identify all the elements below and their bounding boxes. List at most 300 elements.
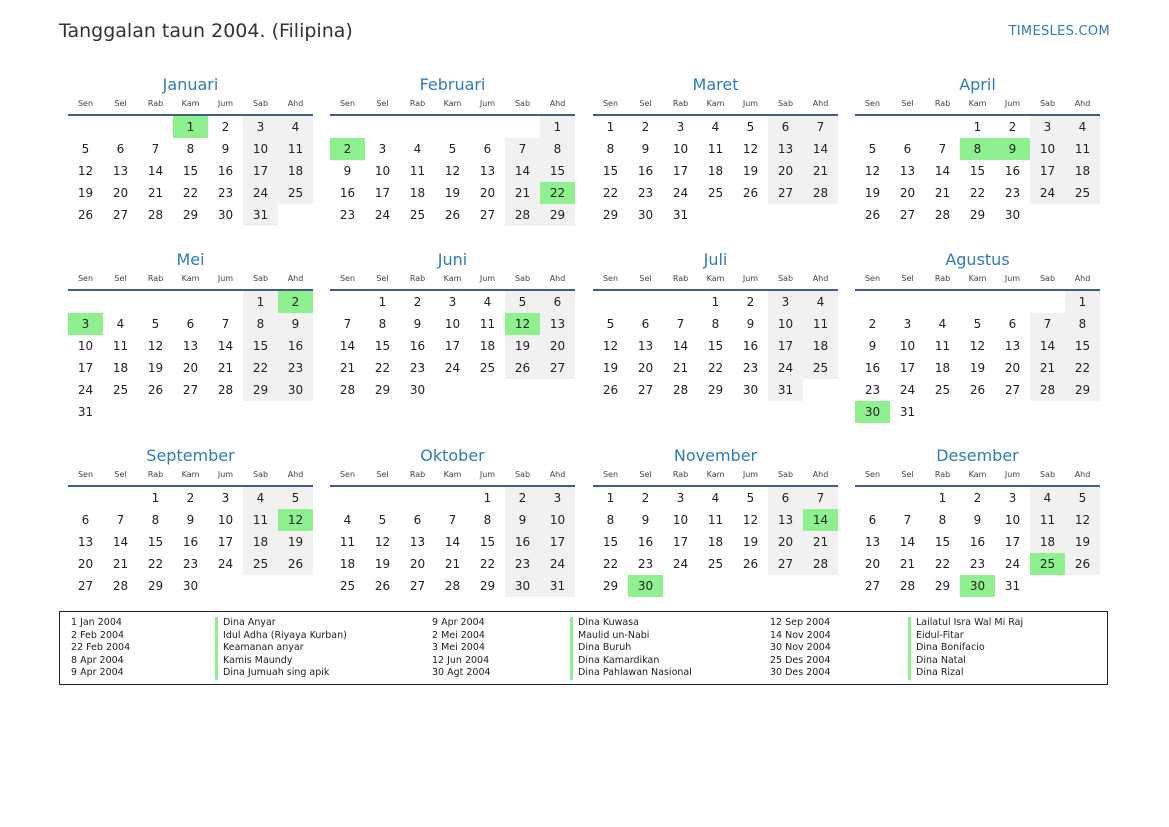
holiday-dates-col-2 (432, 617, 491, 680)
day-cell: 24 (374, 208, 391, 222)
day-cell: 7 (221, 317, 230, 331)
empty-day-cell (890, 487, 925, 509)
day-cell: 12 (1065, 509, 1100, 531)
day-cell: 5 (278, 487, 313, 509)
day-cell: 29 (182, 208, 199, 222)
day-cell: 3 (768, 291, 803, 313)
day-cell: 27 (182, 383, 199, 397)
day-cell: 14 (147, 164, 164, 178)
empty-day-cell (925, 291, 960, 313)
weekday-header: Ahd (287, 274, 304, 283)
empty-day-cell (330, 116, 365, 138)
weekday-header: Sel (639, 99, 652, 108)
weekday-header: Kam (443, 470, 462, 479)
holiday-date: 12 Sep 2004 (770, 617, 831, 628)
weekday-header: Rab (409, 470, 426, 479)
day-cell: 18 (112, 361, 129, 375)
day-cell: 7 (803, 487, 838, 509)
day-cell: 1 (540, 116, 575, 138)
day-cell: 13 (112, 164, 129, 178)
month-days-grid (330, 271, 575, 401)
weekday-header: Sen (339, 274, 356, 283)
day-cell: 19 (742, 164, 759, 178)
day-cell: 17 (444, 339, 461, 353)
day-cell: 7 (1030, 313, 1065, 335)
holiday-date: 12 Jun 2004 (432, 654, 490, 666)
day-cell: 22 (602, 186, 619, 200)
weekday-header: Sab (777, 274, 794, 283)
holiday-day-cell: 1 (173, 116, 208, 138)
day-cell: 26 (505, 357, 540, 379)
day-cell: 27 (768, 182, 803, 204)
day-cell: 10 (899, 339, 916, 353)
weekday-header: Jum (1004, 99, 1021, 108)
day-cell: 7 (505, 138, 540, 160)
holiday-list (59, 611, 1108, 685)
day-cell: 27 (899, 208, 916, 222)
month-days-grid (68, 467, 313, 597)
day-cell: 10 (243, 138, 278, 160)
holiday-names-col-2 (570, 617, 692, 680)
empty-day-cell (103, 487, 138, 509)
day-cell: 1 (606, 120, 615, 134)
day-cell: 8 (483, 513, 492, 527)
day-cell: 12 (374, 535, 391, 549)
empty-day-cell (435, 487, 470, 509)
day-cell: 6 (413, 513, 422, 527)
brand-link[interactable]: TIMESLES.COM (1008, 24, 1110, 39)
day-cell: 31 (768, 379, 803, 401)
day-cell: 23 (409, 361, 426, 375)
day-cell: 10 (217, 513, 234, 527)
month-desember (855, 445, 1100, 597)
day-cell: 6 (483, 142, 492, 156)
day-cell: 12 (864, 164, 881, 178)
day-cell: 21 (147, 186, 164, 200)
holiday-day-cell: 12 (278, 509, 313, 531)
day-cell: 31 (1004, 579, 1021, 593)
day-cell: 8 (378, 317, 387, 331)
month-name: Desember (936, 446, 1019, 465)
holiday-date: 2 Feb 2004 (71, 629, 125, 641)
day-cell: 9 (746, 317, 755, 331)
holiday-name: Dina Jumuah sing apik (223, 667, 330, 679)
day-cell: 6 (81, 513, 90, 527)
empty-day-cell (628, 291, 663, 313)
day-cell: 31 (77, 405, 94, 419)
day-cell: 15 (602, 535, 619, 549)
day-cell: 3 (378, 142, 387, 156)
weekday-header: Jum (479, 99, 496, 108)
day-cell: 15 (147, 535, 164, 549)
day-cell: 7 (676, 317, 685, 331)
month-days-grid (855, 467, 1100, 597)
day-cell: 13 (540, 313, 575, 335)
day-cell: 18 (409, 186, 426, 200)
day-cell: 21 (339, 361, 356, 375)
weekday-header: Sab (1039, 274, 1056, 283)
weekday-header: Rab (409, 99, 426, 108)
day-cell: 5 (746, 491, 755, 505)
day-cell: 28 (112, 579, 129, 593)
day-cell: 26 (864, 208, 881, 222)
day-cell: 16 (864, 361, 881, 375)
day-cell: 11 (409, 164, 426, 178)
holiday-day-cell: 2 (278, 291, 313, 313)
day-cell: 7 (938, 142, 947, 156)
day-cell: 19 (278, 531, 313, 553)
day-cell: 17 (77, 361, 94, 375)
holiday-day-cell: 30 (855, 401, 890, 423)
holiday-date: 9 Apr 2004 (71, 667, 124, 679)
day-cell: 22 (934, 557, 951, 571)
weekday-header: Ahd (1074, 470, 1091, 479)
day-cell: 10 (77, 339, 94, 353)
day-cell: 12 (742, 142, 759, 156)
empty-day-cell (400, 116, 435, 138)
day-cell: 22 (479, 557, 496, 571)
weekday-header: Sab (1039, 99, 1056, 108)
day-cell: 1 (711, 295, 720, 309)
day-cell: 29 (147, 579, 164, 593)
holiday-name: Eidul-Fitar (916, 629, 964, 641)
day-cell: 15 (374, 339, 391, 353)
month-januari (68, 74, 313, 226)
day-cell: 1 (1065, 291, 1100, 313)
day-cell: 25 (409, 208, 426, 222)
weekday-header: Rab (672, 274, 689, 283)
day-cell: 26 (147, 383, 164, 397)
day-cell: 7 (116, 513, 125, 527)
day-cell: 12 (77, 164, 94, 178)
month-days-grid (855, 271, 1100, 423)
day-cell: 19 (444, 186, 461, 200)
day-cell: 27 (77, 579, 94, 593)
day-cell: 10 (540, 509, 575, 531)
weekday-header: Sen (602, 470, 619, 479)
holiday-name: Lailatul Isra Wal Mi Raj (916, 617, 1024, 628)
day-cell: 28 (672, 383, 689, 397)
day-cell: 6 (186, 317, 195, 331)
holiday-name: Dina Rizal (916, 667, 964, 679)
weekday-header: Sel (376, 470, 389, 479)
day-cell: 25 (243, 553, 278, 575)
day-cell: 21 (112, 557, 129, 571)
day-cell: 1 (606, 491, 615, 505)
day-cell: 17 (540, 531, 575, 553)
empty-day-cell (173, 291, 208, 313)
holiday-name: Dina Pahlawan Nasional (578, 667, 692, 679)
day-cell: 18 (803, 335, 838, 357)
holiday-day-cell: 22 (540, 182, 575, 204)
empty-day-cell (855, 291, 890, 313)
holiday-date: 22 Feb 2004 (71, 642, 131, 654)
day-cell: 5 (746, 120, 755, 134)
empty-day-cell (330, 487, 365, 509)
weekday-header: Sel (376, 274, 389, 283)
day-cell: 24 (217, 557, 234, 571)
weekday-header: Ahd (287, 470, 304, 479)
day-cell: 11 (278, 138, 313, 160)
day-cell: 16 (278, 335, 313, 357)
holiday-day-cell: 30 (960, 575, 995, 597)
month-days-grid (593, 96, 838, 226)
empty-day-cell (890, 116, 925, 138)
month-mei (68, 249, 313, 423)
day-cell: 6 (768, 487, 803, 509)
day-cell: 5 (378, 513, 387, 527)
day-cell: 4 (278, 116, 313, 138)
day-cell: 27 (637, 383, 654, 397)
holiday-day-cell: 30 (628, 575, 663, 597)
holiday-name: Dina Natal (916, 654, 966, 666)
day-cell: 15 (182, 164, 199, 178)
empty-day-cell (505, 116, 540, 138)
day-cell: 20 (182, 361, 199, 375)
empty-day-cell (68, 487, 103, 509)
day-cell: 16 (217, 164, 234, 178)
empty-day-cell (855, 116, 890, 138)
month-name: Januari (162, 75, 219, 94)
month-februari (330, 74, 575, 226)
day-cell: 18 (243, 531, 278, 553)
day-cell: 21 (444, 557, 461, 571)
day-cell: 15 (602, 164, 619, 178)
day-cell: 27 (1004, 383, 1021, 397)
weekday-header: Rab (934, 99, 951, 108)
day-cell: 12 (147, 339, 164, 353)
day-cell: 6 (116, 142, 125, 156)
day-cell: 23 (1004, 186, 1021, 200)
day-cell: 13 (1004, 339, 1021, 353)
weekday-header: Sel (901, 99, 914, 108)
day-cell: 11 (339, 535, 356, 549)
day-cell: 31 (540, 575, 575, 597)
day-cell: 16 (1004, 164, 1021, 178)
day-cell: 17 (243, 160, 278, 182)
day-cell: 18 (1065, 160, 1100, 182)
day-cell: 8 (540, 138, 575, 160)
day-cell: 4 (711, 120, 720, 134)
day-cell: 5 (868, 142, 877, 156)
holiday-day-cell: 25 (1030, 553, 1065, 575)
day-cell: 13 (479, 164, 496, 178)
empty-day-cell (995, 291, 1030, 313)
day-cell: 31 (899, 405, 916, 419)
day-cell: 23 (637, 557, 654, 571)
day-cell: 2 (641, 491, 650, 505)
weekday-header: Sab (777, 470, 794, 479)
holiday-dates-col-1 (71, 617, 130, 680)
day-cell: 2 (505, 487, 540, 509)
day-cell: 24 (1030, 182, 1065, 204)
day-cell: 8 (186, 142, 195, 156)
day-cell: 20 (899, 186, 916, 200)
day-cell: 14 (217, 339, 234, 353)
day-cell: 17 (899, 361, 916, 375)
holiday-date: 2 Mei 2004 (432, 629, 485, 641)
day-cell: 16 (637, 535, 654, 549)
day-cell: 21 (934, 186, 951, 200)
day-cell: 7 (151, 142, 160, 156)
weekday-header: Jum (742, 274, 759, 283)
day-cell: 30 (278, 379, 313, 401)
day-cell: 16 (339, 186, 356, 200)
holiday-date: 30 Nov 2004 (770, 642, 831, 654)
day-cell: 14 (803, 138, 838, 160)
day-cell: 20 (864, 557, 881, 571)
day-cell: 8 (606, 142, 615, 156)
day-cell: 25 (278, 182, 313, 204)
empty-day-cell (1030, 291, 1065, 313)
day-cell: 9 (343, 164, 352, 178)
holiday-date: 30 Agt 2004 (432, 667, 491, 679)
day-cell: 11 (934, 339, 951, 353)
day-cell: 19 (374, 557, 391, 571)
day-cell: 21 (803, 160, 838, 182)
month-name: November (673, 446, 758, 465)
empty-day-cell (593, 291, 628, 313)
day-cell: 5 (606, 317, 615, 331)
day-cell: 3 (448, 295, 457, 309)
month-name: Juli (703, 250, 728, 269)
weekday-header: Sel (639, 274, 652, 283)
month-name: Juni (437, 250, 468, 269)
day-cell: 15 (1065, 335, 1100, 357)
day-cell: 27 (479, 208, 496, 222)
empty-day-cell (365, 487, 400, 509)
day-cell: 19 (505, 335, 540, 357)
day-cell: 2 (1008, 120, 1017, 134)
day-cell: 14 (1030, 335, 1065, 357)
day-cell: 27 (112, 208, 129, 222)
holiday-date: 30 Des 2004 (770, 667, 831, 679)
day-cell: 14 (899, 535, 916, 549)
day-cell: 4 (413, 142, 422, 156)
day-cell: 24 (899, 383, 916, 397)
day-cell: 14 (339, 339, 356, 353)
weekday-header: Ahd (287, 99, 304, 108)
weekday-header: Sel (114, 99, 127, 108)
weekday-header: Kam (706, 470, 725, 479)
day-cell: 29 (540, 204, 575, 226)
month-days-grid (593, 271, 838, 401)
day-cell: 20 (1004, 361, 1021, 375)
empty-day-cell (365, 116, 400, 138)
empty-day-cell (890, 291, 925, 313)
day-cell: 30 (182, 579, 199, 593)
day-cell: 30 (742, 383, 759, 397)
day-cell: 22 (182, 186, 199, 200)
month-name: Februari (419, 75, 486, 94)
weekday-header: Rab (147, 274, 164, 283)
day-cell: 10 (672, 513, 689, 527)
day-cell: 12 (742, 513, 759, 527)
day-cell: 28 (1030, 379, 1065, 401)
month-juli (593, 249, 838, 401)
day-cell: 29 (934, 579, 951, 593)
day-cell: 4 (803, 291, 838, 313)
day-cell: 20 (77, 557, 94, 571)
day-cell: 21 (803, 531, 838, 553)
day-cell: 21 (1030, 357, 1065, 379)
day-cell: 29 (602, 579, 619, 593)
holiday-names-col-3 (908, 617, 1023, 680)
day-cell: 18 (1030, 531, 1065, 553)
day-cell: 23 (278, 357, 313, 379)
day-cell: 8 (151, 513, 160, 527)
day-cell: 20 (637, 361, 654, 375)
day-cell: 11 (112, 339, 129, 353)
day-cell: 10 (672, 142, 689, 156)
day-cell: 7 (448, 513, 457, 527)
month-name: September (146, 446, 235, 465)
weekday-header: Ahd (549, 274, 566, 283)
day-cell: 14 (934, 164, 951, 178)
day-cell: 23 (505, 553, 540, 575)
day-cell: 2 (641, 120, 650, 134)
day-cell: 13 (899, 164, 916, 178)
weekday-header: Sab (777, 99, 794, 108)
day-cell: 30 (637, 208, 654, 222)
day-cell: 16 (637, 164, 654, 178)
day-cell: 30 (1004, 208, 1021, 222)
day-cell: 25 (479, 361, 496, 375)
day-cell: 28 (444, 579, 461, 593)
weekday-header: Kam (181, 274, 200, 283)
day-cell: 9 (973, 513, 982, 527)
day-cell: 22 (147, 557, 164, 571)
day-cell: 26 (278, 553, 313, 575)
day-cell: 25 (803, 357, 838, 379)
weekday-header: Rab (672, 470, 689, 479)
day-cell: 25 (339, 579, 356, 593)
day-cell: 21 (505, 182, 540, 204)
holiday-names-col-1 (215, 617, 347, 680)
day-cell: 27 (768, 553, 803, 575)
day-cell: 30 (505, 575, 540, 597)
day-cell: 28 (339, 383, 356, 397)
day-cell: 15 (243, 335, 278, 357)
day-cell: 25 (1065, 182, 1100, 204)
day-cell: 2 (221, 120, 230, 134)
day-cell: 8 (938, 513, 947, 527)
weekday-header: Rab (409, 274, 426, 283)
weekday-header: Sab (252, 274, 269, 283)
empty-day-cell (663, 291, 698, 313)
weekday-header: Sab (1039, 470, 1056, 479)
day-cell: 17 (768, 335, 803, 357)
day-cell: 28 (147, 208, 164, 222)
holiday-day-cell: 14 (803, 509, 838, 531)
month-days-grid (330, 96, 575, 226)
day-cell: 15 (934, 535, 951, 549)
day-cell: 8 (1065, 313, 1100, 335)
day-cell: 13 (864, 535, 881, 549)
day-cell: 28 (803, 553, 838, 575)
weekday-header: Ahd (549, 470, 566, 479)
day-cell: 17 (672, 164, 689, 178)
month-oktober (330, 445, 575, 597)
day-cell: 26 (77, 208, 94, 222)
month-juni (330, 249, 575, 401)
month-days-grid (593, 467, 838, 597)
day-cell: 11 (479, 317, 496, 331)
day-cell: 11 (1065, 138, 1100, 160)
day-cell: 9 (641, 513, 650, 527)
day-cell: 24 (444, 361, 461, 375)
weekday-header: Ahd (1074, 99, 1091, 108)
